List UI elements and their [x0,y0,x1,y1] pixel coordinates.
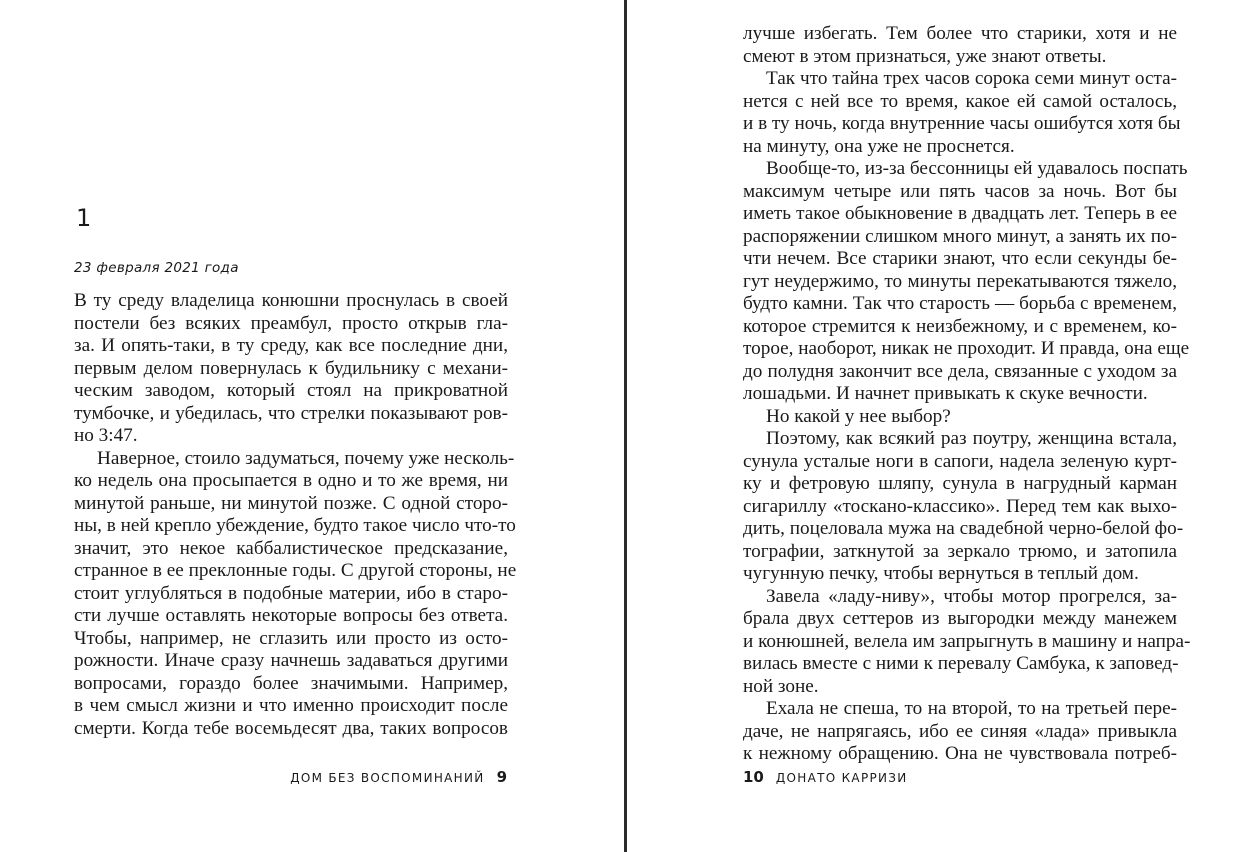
text-line: но 3:47. [74,425,138,446]
text-line: ны, в ней крепло убеждение, будто такое число что-то [74,515,516,536]
text-line: Так что тайна трех часов сорока семи минут оста- [766,68,1177,89]
text-line: ку и фетровую шляпу, сунула в нагрудный карман [743,473,1177,494]
text-line: которое стремится к неизбежному, и с временем, ко- [743,315,1177,337]
text-line: рожности. Иначе сразу начнешь задаваться другими [74,650,508,671]
text-line: дить, поцеловала мужа на свадебной черно-белой фо- [743,518,1184,539]
chapter-number: 1 [76,204,92,232]
text-line: к нежному обращению. Она не чувствовала потреб- [743,743,1177,764]
text-line: в чем смысл жизни и что именно происходит после [74,695,508,716]
text-line: странное в ее преклонные годы. С другой стороны, не [74,560,517,581]
text-line: Ехала не спеша, то на второй, то на третьей пере- [766,698,1177,719]
text-line: максимум четыре или пять часов за ночь. Вот бы [743,180,1177,202]
text-line: распоряжении слишком много минут, а занять их по- [743,225,1177,247]
left-page-footer [290,767,507,786]
text-line: на минуту, она уже не проснется. [743,135,1015,157]
text-line: Чтобы, например, не сглазить или просто из осто- [74,627,508,649]
text-line: Но какой у нее выбор? [766,405,951,427]
text-line: тографии, заткнутой за зеркало трюмо, и затопила [743,540,1177,562]
text-line: смерти. Когда тебе восемьдесят два, таких вопросов [74,717,508,739]
right-page-footer [743,767,908,786]
text-line: и в ту ночь, когда внутренние часы ошибутся хотя бы [743,113,1181,134]
text-line: за. И опять-таки, в ту среду, как все последние дни, [74,335,508,356]
text-line: сигариллу «тоскано-классико». Перед тем как выхо- [743,495,1177,517]
text-line: Завела «ладу-ниву», чтобы мотор прогрелся, за- [766,585,1177,607]
text-line: до полудня закончит все дела, связанные с уходом за [743,360,1177,382]
text-line: чугунную печку, чтобы вернуться в теплый дом. [743,563,1139,584]
left-page [0,0,624,852]
text-line: и конюшней, велела им запрыгнуть в машину и напра- [743,630,1191,652]
text-line: нется с ней все то время, какое ей самой осталось, [743,90,1177,112]
text-line: вилась вместе с ними к перевалу Самбука, к заповед- [743,653,1179,674]
text-line: сунула усталые ноги в сапоги, надела зеленую курт- [743,450,1177,472]
running-title: ДОНАТО КАРРИЗИ [775,771,908,785]
left-page-body [74,290,517,740]
text-line: Поэтому, как всякий раз поутру, женщина встала, [766,428,1177,449]
text-line: ко недель она просыпается в одно и то же время, ни [74,470,508,491]
text-line: первым делом повернулась к будильнику с механи- [74,357,508,379]
text-line: лошадьми. И начнет привыкать к скуке вечности. [743,383,1148,404]
text-line: даче, не напрягаясь, ибо ее синяя «лада» привыкла [743,720,1177,742]
text-line: вопросами, гораздо более значимыми. Например, [74,672,508,694]
text-line: лучше избегать. Тем более что старики, хотя и не [743,23,1177,44]
right-page-body [743,23,1191,766]
text-line: В ту среду владелица конюшни проснулась в своей [74,290,508,311]
text-line: гут неудержимо, то минуты перекатываются тяжело, [743,270,1177,292]
text-line: ческим заводом, который стоял на прикроватной [74,380,508,401]
text-line: будто камни. Так что старость — борьба с временем, [743,293,1177,314]
text-line: чти нечем. Все старики знают, что если секунды бе- [743,248,1177,269]
text-line: тумбочке, и убедилась, что стрелки показывают ров- [74,402,508,424]
text-line: сти лучше оставлять некоторые вопросы без ответа. [74,605,508,626]
text-line: брала двух сеттеров из выгородки между манежем [743,608,1177,629]
text-line: минутой раньше, ни минутой позже. С одной сторо- [74,492,508,514]
running-title: ДОМ БЕЗ ВОСПОМИНАНИЙ [290,771,485,785]
text-line: Вообще-то, из-за бессонницы ей удавалось поспать [766,158,1188,179]
text-line: постели без всяких преамбул, просто открыв гла- [74,312,508,334]
text-line: стоит углубляться в подобные материи, ибо в старо- [74,582,508,604]
text-line: торое, наоборот, никак не проходит. И правда, она еще [743,338,1190,359]
text-line: Наверное, стоило задуматься, почему уже несколь- [97,447,515,469]
text-line: ной зоне. [743,675,819,697]
chapter-date: 23 февраля 2021 года [74,260,239,276]
text-line: значит, это некое каббалистическое предсказание, [74,537,508,559]
page-number: 9 [496,768,507,786]
text-line: иметь такое обыкновение в двадцать лет. Теперь в ее [743,203,1177,224]
page-number: 10 [743,768,764,786]
text-line: смеют в этом признаться, уже знают ответы. [743,45,1107,67]
